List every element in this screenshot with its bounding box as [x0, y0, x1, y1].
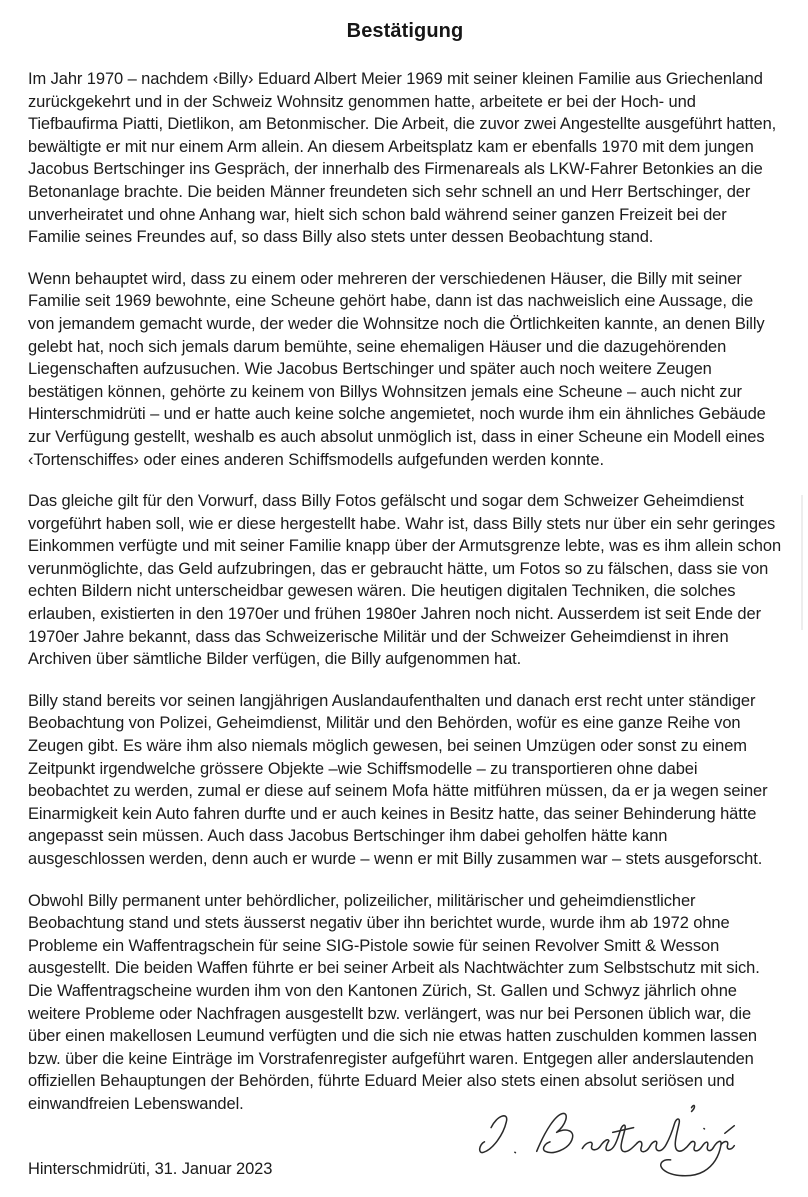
paragraph-2: Wenn behauptet wird, dass zu einem oder mehreren der verschiedenen Häuser, die Billy mit seiner Familie seit 1969 bewohnte, eine Scheune gehört habe, dann ist das nachweislich eine Aussage, die von jemandem gemacht wurde, der weder die Wohnsitze noch die Örtlichkeiten kannte, an denen Billy gelebt hat, noch sich jemals darum bemühte, seine ehemaligen Häuser und die dazugehörenden Liegenschaften aufzusuchen. Wie Jacobus Bertschinger und später auch noch weitere Zeugen bestätigen können, gehörte zu keinem von Billys Wohnsitzen jemals eine Scheune – auch nicht zur Hinterschmidrüti – und er hatte auch keine solche angemietet, noch wurde ihm ein ähnliches Gebäude zur Verfügung gestellt, weshalb es auch absolut unmöglich ist, dass in einer Scheune ein Modell eines ‹Tortenschiffes› oder eines anderen Schiffsmodells aufgefunden werden konnte. — [28, 269, 766, 469]
paragraph-4: Billy stand bereits vor seinen langjährigen Auslandaufenthalten und danach erst recht unter ständiger Beobachtung von Polizei, Geheimdienst, Militär und den Behörden, wofür es eine ganze Reihe von Zeugen gibt. Es wäre ihm also niemals möglich gewesen, bei seinen Umzügen oder sonst zu einem Zeitpunkt irgendwelche grössere Objekte –wie Schiffsmodelle – zu transportieren ohne dabei beobachtet zu werden, zumal er diese auf seinem Mofa hätte mitführen müssen, da er ja wegen seiner Einarmigkeit kein Auto fahren durfte und er auch keines in Besitz hatte, das seiner Behinderung hätte angepasst sein müssen. Auch dass Jacobus Bertschinger ihm dabei geholfen hätte kann ausgeschlossen werden, denn auch er wurde – wenn er mit Billy zusammen war – stets ausgeforscht. — [28, 691, 768, 868]
signature-handwriting — [455, 1100, 740, 1178]
place-date-line: Hinterschmidrüti, 31. Januar 2023 — [28, 1159, 273, 1178]
document-title: Bestätigung — [346, 20, 464, 42]
paragraph-3: Das gleiche gilt für den Vorwurf, dass Billy Fotos gefälscht und sogar dem Schweizer Geheimdienst vorgeführt haben soll, wie er diese hergestellt habe. Wahr ist, dass Billy stets nur über ein sehr geringes Einkommen verfügte und mit seiner Familie knapp über der Armutsgrenze lebte, was es ihm allein schon verunmöglichte, das Geld aufzubringen, das er gebraucht hätte, um Fotos so zu fälschen, dass sie von echten Bildern nicht unterscheidbar gewesen wären. Die heutigen digitalen Techniken, die solches erlauben, existierten in den 1970er und frühen 1980er Jahren noch nicht. Ausserdem ist seit Ende der 1970er Jahre bekannt, dass das Schweizerische Militär und der Schweizer Geheimdienst in ihren Archiven über sämtliche Bilder verfügen, die Billy aufgenommen hat. — [28, 492, 782, 669]
document-footer — [28, 1138, 782, 1197]
scan-artifact-streak — [801, 495, 803, 630]
paragraph-5: Obwohl Billy permanent unter behördlicher, polizeilicher, militärischer und geheimdienstlicher Beobachtung stand und stets äusserst negativ über ihn berichtet wurde, wurde ihm ab 1972 ohne Probleme ein Waffentragschein für seine SIG-Pistole sowie für seinen Revolver Smitt & Wesson ausgestellt. Die beiden Waffen führte er bei seiner Arbeit als Nachtwächter zum Selbstschutz mit sich. Die Waffentragscheine wurden ihm von den Kantonen Zürich, St. Gallen und Schwyz jährlich ohne weitere Probleme oder Nachfragen ausgestellt bzw. verlängert, was nur bei Personen üblich war, die über einen makellosen Leumund verfügten und die sich nie etwas hatten zuschulden kommen lassen bzw. über die keine Einträge im Vorstrafenregister aufgeführt waren. Entgegen aller anderslautenden offiziellen Behauptungen der Behörden, führte Eduard Meier also stets einen absolut seriösen und einwandfreien Lebenswandel. — [28, 891, 760, 1113]
paragraph-1: Im Jahr 1970 – nachdem ‹Billy› Eduard Albert Meier 1969 mit seiner kleinen Familie aus Griechenland zurückgekehrt und in der Schweiz Wohnsitz genommen hatte, arbeitete er bei der Hoch- und Tiefbaufirma Piatti, Dietlikon, am Betonmischer. Die Arbeit, die zuvor zwei Angestellte ausgeführt hatten, bewältigte er mit nur einem Arm allein. An diesem Arbeitsplatz kam er ebenfalls 1970 mit dem jungen Jacobus Bertschinger ins Gespräch, der innerhalb des Firmenareals als LKW-Fahrer Betonkies an die Betonanlage brachte. Die beiden Männer freundeten sich sehr schnell an und Herr Bertschinger, der unverheiratet und ohne Anhang war, hielt sich schon bald während seiner ganzen Freizeit bei der Familie seines Freundes auf, so dass Billy also stets unter dessen Beobachtung stand. — [28, 70, 777, 247]
